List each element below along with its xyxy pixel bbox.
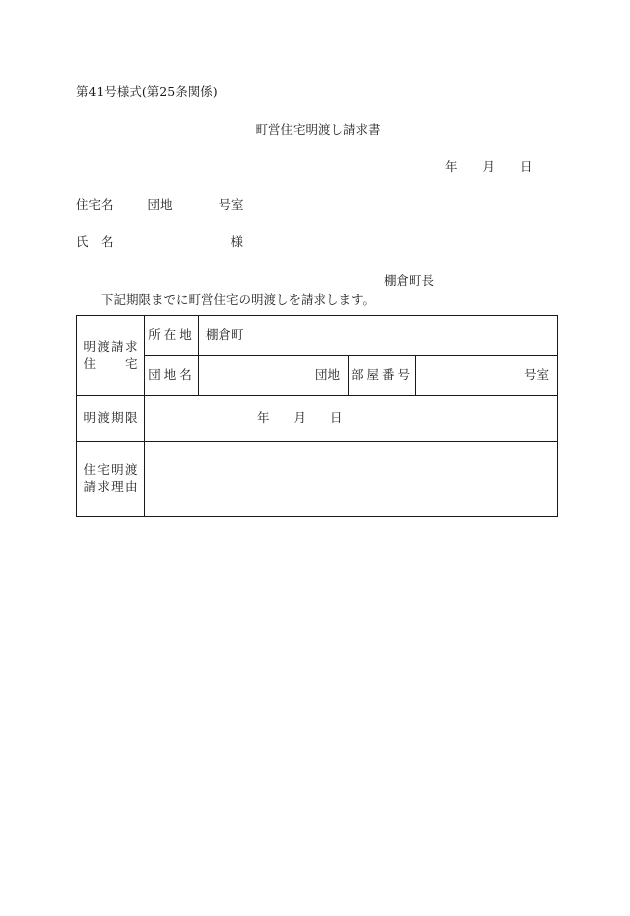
housing-name-line [76,199,244,212]
issuer-name: 棚倉町長 [384,273,435,288]
deadline-year: 年 [257,410,270,426]
table-row [77,396,558,442]
room-label: 号室 [218,197,244,212]
location-value[interactable]: 棚倉町 [199,316,558,356]
housing-label-line2: 住 宅 [83,355,138,371]
table-row [77,316,558,356]
danchi-suffix: 団地 [314,367,340,383]
danchi-name-label: 団地名 [145,356,199,396]
recipient-name-label: 氏 名 [76,234,114,249]
deadline-label-cell [77,396,145,442]
danchi-label: 団地 [147,197,173,212]
intro-text: 下記期限までに町営住宅の明渡しを請求します。 [101,292,376,307]
deadline-month: 月 [293,410,307,426]
table-row [77,442,558,517]
form-number: 第41号様式(第25条関係) [76,84,218,99]
reason-label-line1: 住宅明渡 [83,462,138,478]
request-table [76,315,558,517]
housing-label-line1: 明渡請求 [83,338,138,354]
recipient-honorific: 様 [230,234,244,249]
room-suffix: 号室 [523,367,549,383]
housing-name-label: 住宅名 [76,197,114,212]
recipient-line [76,236,243,249]
reason-label-line2: 請求理由 [83,479,138,494]
date-line [445,161,533,174]
date-day: 日 [520,159,533,174]
deadline-label: 明渡期限 [83,410,138,426]
deadline-day: 日 [330,410,343,426]
danchi-name-field[interactable] [199,356,349,396]
location-label: 所在地 [145,316,199,356]
deadline-field[interactable] [145,396,558,442]
date-year: 年 [445,159,458,174]
document-title: 町営住宅明渡し請求書 [255,122,381,137]
housing-label-cell [77,316,145,396]
reason-label-cell [77,442,145,517]
reason-field[interactable] [145,442,558,517]
room-number-label: 部屋番号 [349,356,416,396]
room-number-field[interactable] [416,356,558,396]
date-month: 月 [482,159,496,174]
table-row [77,356,558,396]
